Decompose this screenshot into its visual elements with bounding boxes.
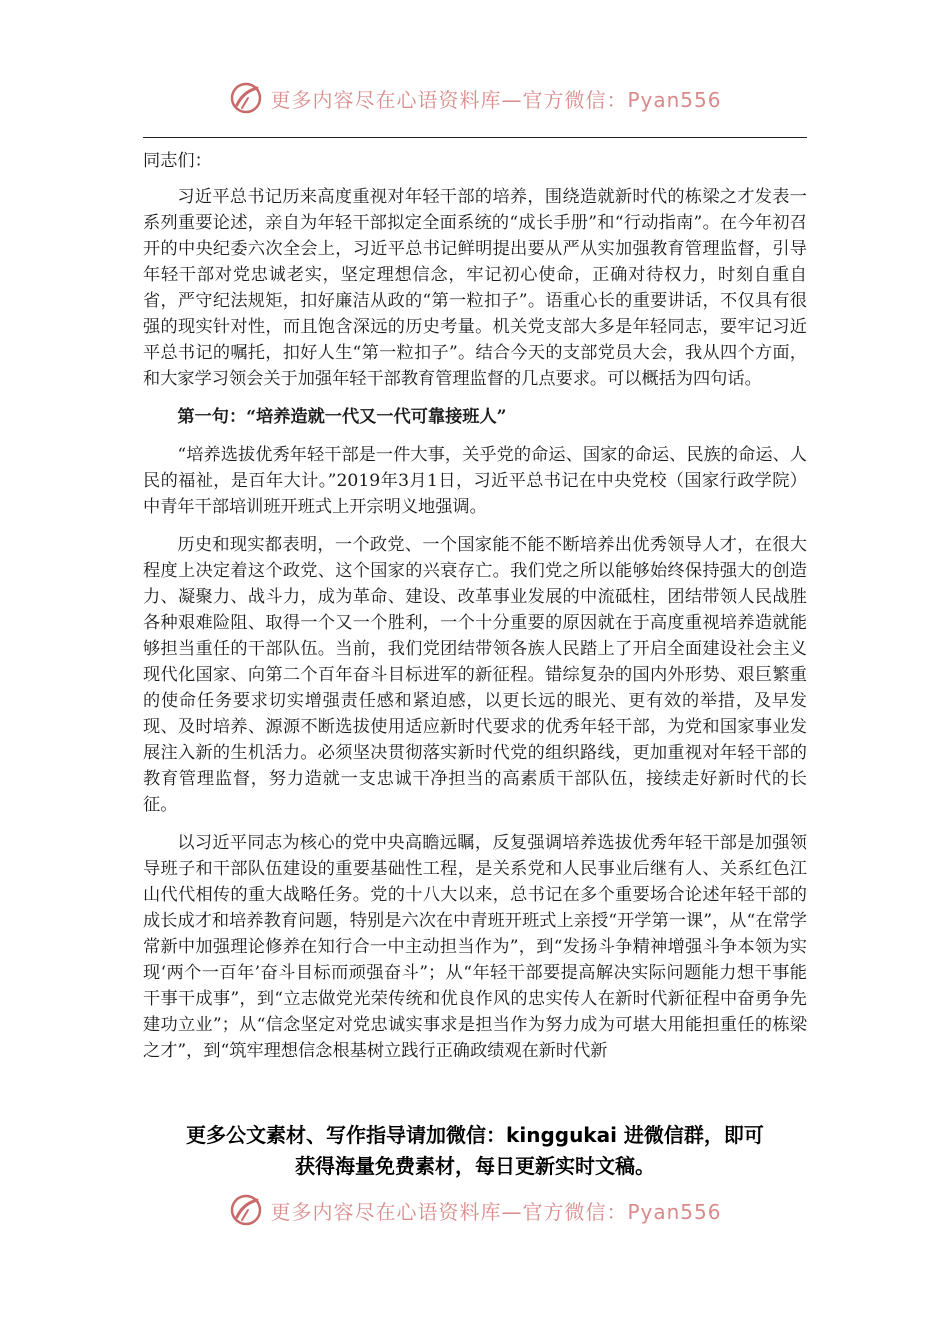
header-banner-text: 更多内容尽在心语资料库—官方微信：Pyan556 — [270, 87, 722, 112]
brand-logo-icon — [228, 1192, 264, 1228]
footer-banner — [0, 1192, 950, 1228]
paragraph-4: 以习近平同志为核心的党中央高瞻远瞩，反复强调培养选拔优秀年轻干部是加强领导班子和干部队伍建设的重要基础性工程，是关系党和人民事业后继有人、关系红色江山代代相传的重大战略任务。党的十八大以来，总书记在多个重要场合论述年轻干部的成长成才和培养教育问题，特别是六次在中青班开班式上亲授“开学第一课”，从“在常学常新中加强理论修养在知行合一中主动担当作为”，到“发扬斗争精神增强斗争本领为实现‘两个一百年’奋斗目标而顽强奋斗”；从“年轻干部要提高解决实际问题能力想干事能干事干成事”，到“立志做党光荣传统和优良作风的忠实传人在新时代新征程中奋勇争先建功立业”；从“信念坚定对党忠诚实事求是担当作为努力成为可堪大用能担重任的栋梁之才”，到“筑牢理想信念根基树立践行正确政绩观在新时代新 — [143, 833, 807, 1061]
promo-line-2: 获得海量免费素材，每日更新实时文稿。 — [295, 1154, 655, 1178]
header-divider — [143, 137, 807, 138]
promo-line-1: 更多公文素材、写作指导请加微信：kinggukai 进微信群，即可 — [186, 1123, 764, 1147]
document-body — [143, 148, 807, 1076]
header-banner — [0, 80, 950, 116]
paragraph-3: 历史和现实都表明，一个政党、一个国家能不能不断培养出优秀领导人才，在很大程度上决定着这个政党、这个国家的兴衰存亡。我们党之所以能够始终保持强大的创造力、凝聚力、战斗力，成为革命、建设、改革事业发展的中流砥柱，团结带领人民战胜各种艰难险阻、取得一个又一个胜利，一个十分重要的原因就在于高度重视培养造就能够担当重任的干部队伍。当前，我们党团结带领各族人民踏上了开启全面建设社会主义现代化国家、向第二个百年奋斗目标进军的新征程。错综复杂的国内外形势、艰巨繁重的使命任务要求切实增强责任感和紧迫感，以更长远的眼光、更有效的举措，及早发现、及时培养、源源不断选拔使用适应新时代要求的优秀年轻干部，为党和国家事业发展注入新的生机活力。必须坚决贯彻落实新时代党的组织路线，更加重视对年轻干部的教育管理监督，努力造就一支忠诚干净担当的高素质干部队伍，接续走好新时代的长征。 — [143, 535, 807, 815]
salutation: 同志们： — [143, 151, 212, 171]
brand-logo-icon — [228, 80, 264, 116]
paragraph-1: 习近平总书记历来高度重视对年轻干部的培养，围绕造就新时代的栋梁之才发表一系列重要论述，亲自为年轻干部拟定全面系统的“成长手册”和“行动指南”。在今年初召开的中央纪委六次全会上，习近平总书记鲜明提出要从严从实加强教育管理监督，引导年轻干部对党忠诚老实，坚定理想信念，牢记初心使命，正确对待权力，时刻自重自省，严守纪法规矩，扣好廉洁从政的“第一粒扣子”。语重心长的重要讲话，不仅具有很强的现实针对性，而且饱含深远的历史考量。机关党支部大多是年轻同志，要牢记习近平总书记的嘱托，扣好人生“第一粒扣子”。结合今天的支部党员大会，我从四个方面，和大家学习领会关于加强年轻干部教育管理监督的几点要求。可以概括为四句话。 — [143, 187, 807, 389]
promo-notice — [100, 1120, 850, 1182]
paragraph-2: “培养选拔优秀年轻干部是一件大事，关乎党的命运、国家的命运、民族的命运、人民的福祉，是百年大计。”2019年3月1日，习近平总书记在中央党校（国家行政学院）中青年干部培训班开班式上开宗明义地强调。 — [143, 445, 807, 517]
section-heading-1: 第一句：“培养造就一代又一代可靠接班人” — [177, 407, 507, 427]
footer-banner-text: 更多内容尽在心语资料库—官方微信：Pyan556 — [270, 1199, 722, 1224]
